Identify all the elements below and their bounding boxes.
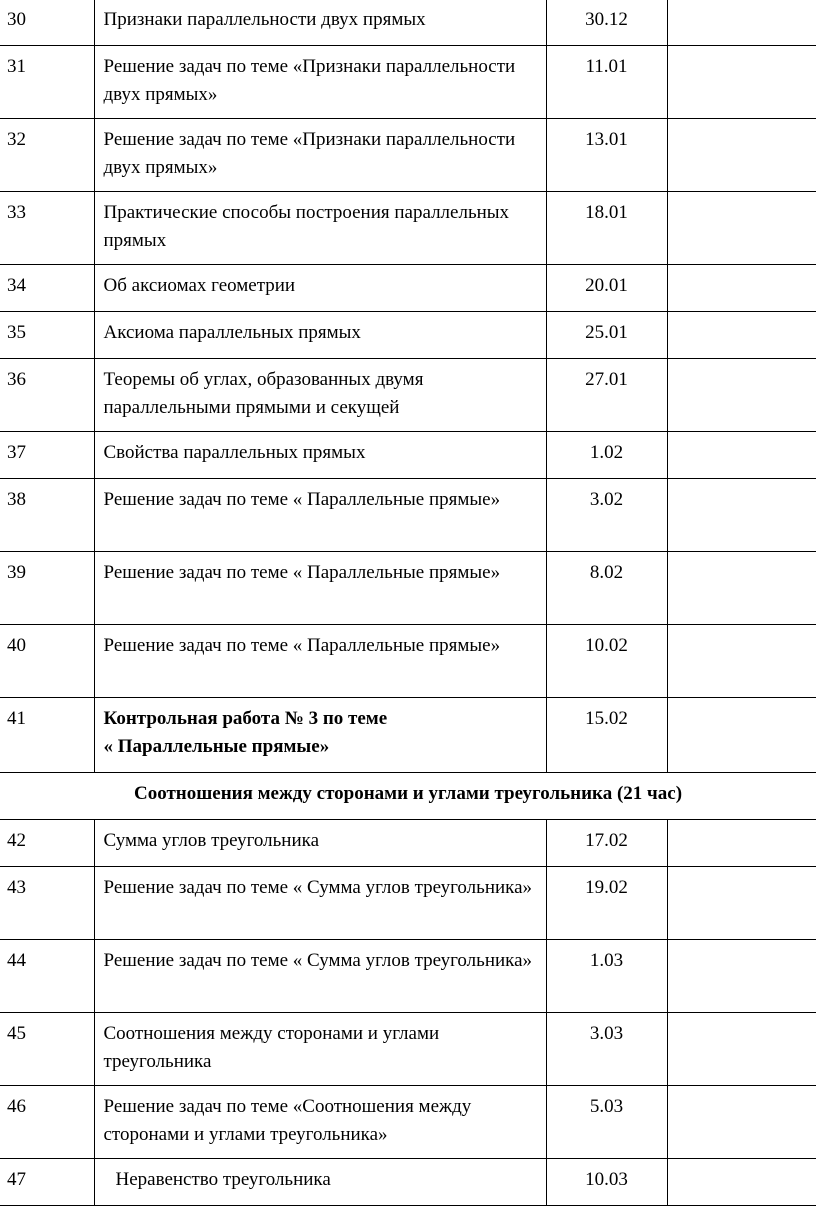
table-row [0, 867, 816, 940]
lesson-number: 44 [0, 940, 94, 1013]
section-row [0, 773, 816, 820]
lesson-note [667, 119, 816, 192]
lesson-date: 11.01 [546, 46, 667, 119]
lesson-topic-text: Неравенство треугольника [115, 1169, 331, 1190]
table-row [0, 698, 816, 773]
lesson-topic: Решение задач по теме « Сумма углов треугольника» [94, 867, 546, 940]
table-row [0, 359, 816, 432]
lesson-number: 31 [0, 46, 94, 119]
lesson-date: 19.02 [546, 867, 667, 940]
lesson-number: 35 [0, 312, 94, 359]
lesson-topic: Аксиома параллельных прямых [94, 312, 546, 359]
lesson-topic: Решение задач по теме «Соотношения между сторонами и углами треугольника» [94, 1086, 546, 1159]
lesson-date: 8.02 [546, 552, 667, 625]
lesson-date: 17.02 [546, 820, 667, 867]
table-row [0, 46, 816, 119]
lesson-date: 10.03 [546, 1159, 667, 1206]
table-row [0, 312, 816, 359]
lesson-note [667, 432, 816, 479]
lesson-date: 13.01 [546, 119, 667, 192]
lesson-note [667, 1159, 816, 1206]
lesson-number: 46 [0, 1086, 94, 1159]
lesson-topic: Решение задач по теме « Параллельные прямые» [94, 625, 546, 698]
table-row [0, 0, 816, 46]
lesson-note [667, 1086, 816, 1159]
lesson-number: 36 [0, 359, 94, 432]
lesson-note [667, 820, 816, 867]
lesson-number: 38 [0, 479, 94, 552]
lesson-topic: Практические способы построения параллельных прямых [94, 192, 546, 265]
lesson-topic: Свойства параллельных прямых [94, 432, 546, 479]
lesson-date: 5.03 [546, 1086, 667, 1159]
table-row [0, 119, 816, 192]
lesson-number: 37 [0, 432, 94, 479]
lesson-date: 10.02 [546, 625, 667, 698]
lesson-note [667, 552, 816, 625]
lesson-topic: Теоремы об углах, образованных двумя параллельными прямыми и секущей [94, 359, 546, 432]
lesson-note [667, 265, 816, 312]
lesson-note [667, 698, 816, 773]
lesson-date: 30.12 [546, 0, 667, 46]
table-row [0, 265, 816, 312]
lesson-number: 33 [0, 192, 94, 265]
lesson-note [667, 46, 816, 119]
lesson-note [667, 0, 816, 46]
section-heading: Соотношения между сторонами и углами треугольника (21 час) [0, 773, 816, 820]
lesson-number: 43 [0, 867, 94, 940]
lesson-date: 25.01 [546, 312, 667, 359]
lesson-topic: Сумма углов треугольника [94, 820, 546, 867]
lesson-topic [94, 698, 546, 773]
lesson-topic: Об аксиомах геометрии [94, 265, 546, 312]
lesson-note [667, 359, 816, 432]
lesson-note [667, 192, 816, 265]
table-row [0, 940, 816, 1013]
table-row [0, 1159, 816, 1206]
lesson-note [667, 479, 816, 552]
lesson-date: 3.02 [546, 479, 667, 552]
lesson-date: 1.03 [546, 940, 667, 1013]
lesson-number: 32 [0, 119, 94, 192]
table-row [0, 432, 816, 479]
table-row [0, 479, 816, 552]
lesson-note [667, 1013, 816, 1086]
lesson-number: 47 [0, 1159, 94, 1206]
lesson-date: 15.02 [546, 698, 667, 773]
lesson-date: 1.02 [546, 432, 667, 479]
lesson-topic: Решение задач по теме « Параллельные прямые» [94, 479, 546, 552]
lesson-note [667, 625, 816, 698]
lesson-topic: Решение задач по теме « Параллельные прямые» [94, 552, 546, 625]
lesson-note [667, 867, 816, 940]
lesson-topic: Решение задач по теме « Сумма углов треугольника» [94, 940, 546, 1013]
lesson-note [667, 940, 816, 1013]
lesson-date: 18.01 [546, 192, 667, 265]
test-title-line1: Контрольная работа № 3 по теме [103, 708, 388, 729]
lesson-number: 42 [0, 820, 94, 867]
lesson-number: 34 [0, 265, 94, 312]
table-row [0, 625, 816, 698]
lesson-topic: Признаки параллельности двух прямых [94, 0, 546, 46]
lesson-number: 39 [0, 552, 94, 625]
lesson-number: 45 [0, 1013, 94, 1086]
lesson-note [667, 312, 816, 359]
table-row [0, 552, 816, 625]
lesson-date: 27.01 [546, 359, 667, 432]
table-row [0, 1086, 816, 1159]
lesson-topic: Решение задач по теме «Признаки параллельности двух прямых» [94, 46, 546, 119]
table-row [0, 820, 816, 867]
lesson-topic [94, 1159, 546, 1206]
lesson-topic: Решение задач по теме «Признаки параллельности двух прямых» [94, 119, 546, 192]
test-title-line2: « Параллельные прямые» [103, 736, 330, 757]
table-row [0, 192, 816, 265]
table-row [0, 1013, 816, 1086]
lesson-number: 41 [0, 698, 94, 773]
lesson-topic: Соотношения между сторонами и углами треугольника [94, 1013, 546, 1086]
lesson-date: 20.01 [546, 265, 667, 312]
lesson-number: 30 [0, 0, 94, 46]
lesson-date: 3.03 [546, 1013, 667, 1086]
lesson-number: 40 [0, 625, 94, 698]
